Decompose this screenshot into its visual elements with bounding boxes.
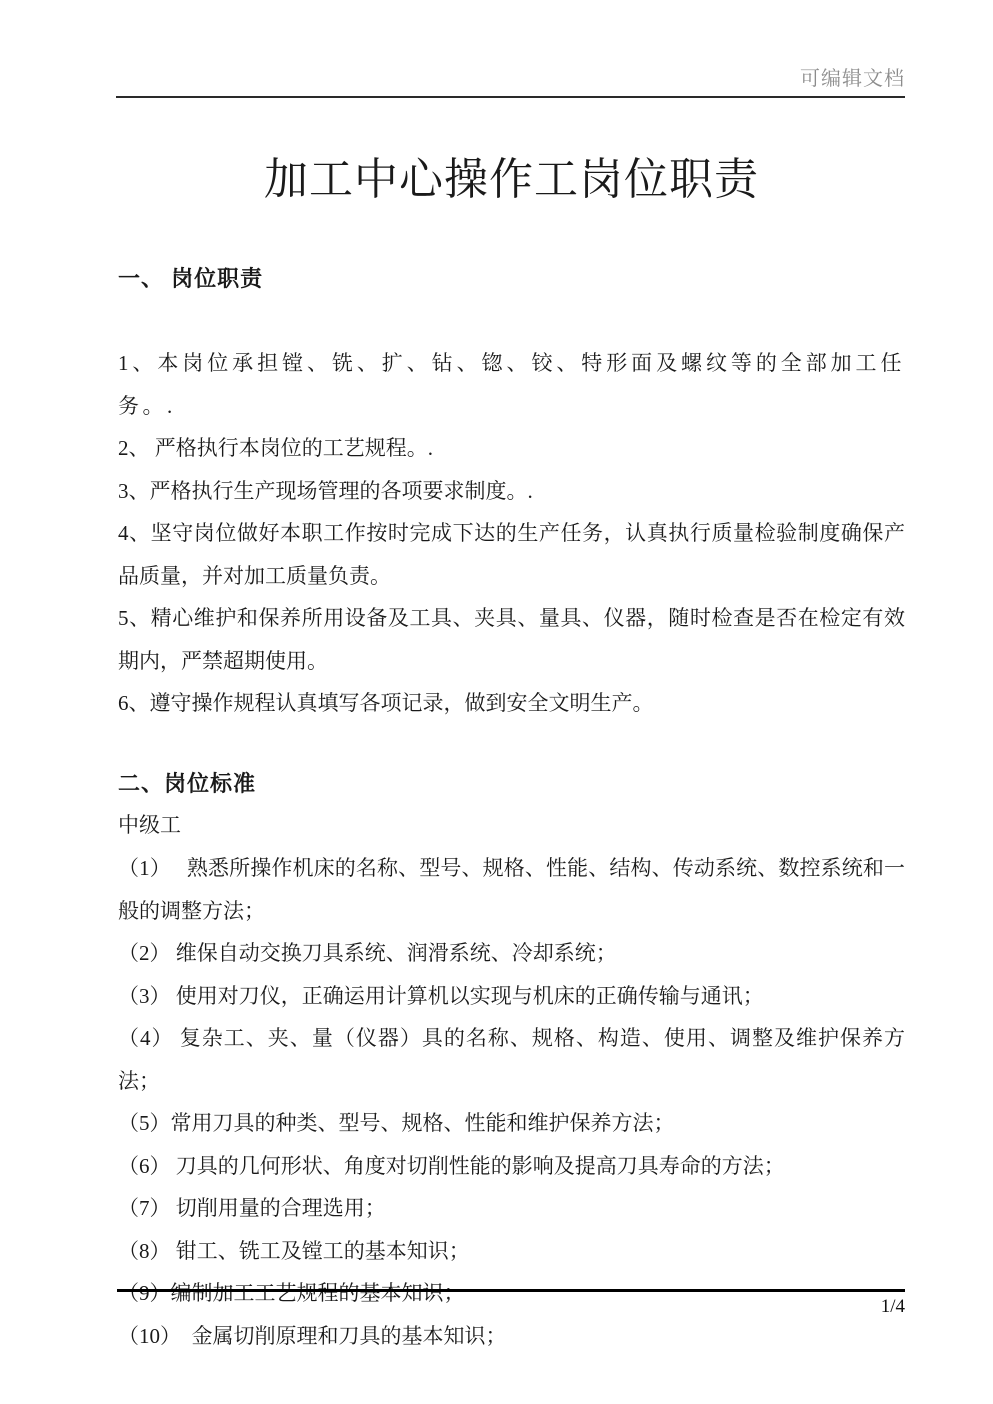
section-1-heading: 一、 岗位职责	[118, 266, 264, 291]
standard-item-4: （4） 复杂工、夹、量（仪器）具的名称、规格、构造、使用、调整及维护保养方法；	[118, 1026, 905, 1093]
document-body	[118, 140, 905, 1357]
duty-item-2: 2、 严格执行本岗位的工艺规程。.	[118, 436, 433, 460]
standard-item-6: （6） 刀具的几何形状、角度对切削性能的影响及提高刀具寿命的方法；	[118, 1153, 785, 1178]
standard-item-7: （7） 切削用量的合理选用；	[118, 1196, 386, 1220]
duty-item-1: 1、本岗位承担镗、铣、扩、钻、锪、铰、特形面及螺纹等的全部加工任务。.	[118, 351, 905, 418]
document-title: 加工中心操作工岗位职责	[264, 155, 759, 204]
duty-item-4: 4、坚守岗位做好本职工作按时完成下达的生产任务，认真执行质量检验制度确保产品质量，并对加工质量负责。	[118, 521, 905, 588]
standard-item-2: （2） 维保自动交换刀具系统、润滑系统、冷却系统；	[118, 941, 617, 965]
standard-item-8: （8） 钳工、铣工及镗工的基本知识；	[118, 1238, 470, 1263]
blank-line	[118, 300, 905, 342]
standard-item-3: （3） 使用对刀仪，正确运用计算机以实现与机床的正确传输与通讯；	[118, 983, 764, 1008]
duty-item-6: 6、遵守操作规程认真填写各项记录，做到安全文明生产。	[118, 691, 654, 715]
page-number: 1/4	[880, 1296, 905, 1317]
standard-item-5: （5）常用刀具的种类、型号、规格、性能和维护保养方法；	[118, 1111, 675, 1135]
standard-item-9: （9）编制加工工艺规程的基本知识；	[118, 1281, 465, 1305]
watermark-text: 可编辑文档	[800, 68, 905, 90]
page-footer	[117, 1289, 905, 1319]
standard-item-10: （10） 金属切削原理和刀具的基本知识；	[118, 1323, 507, 1348]
section-2-heading: 二、岗位标准	[118, 770, 257, 796]
duty-item-5: 5、精心维护和保养所用设备及工具、夹具、量具、仪器，随时检查是否在检定有效期内，严禁超期使用。	[118, 606, 905, 673]
standard-item-1: （1） 熟悉所操作机床的名称、型号、规格、性能、结构、传动系统、数控系统和一般的调整方法；	[118, 856, 905, 923]
header-rule	[116, 96, 905, 98]
grade-subheading: 中级工	[118, 813, 181, 837]
duty-item-3: 3、严格执行生产现场管理的各项要求制度。.	[118, 478, 533, 503]
page-header	[116, 67, 905, 91]
